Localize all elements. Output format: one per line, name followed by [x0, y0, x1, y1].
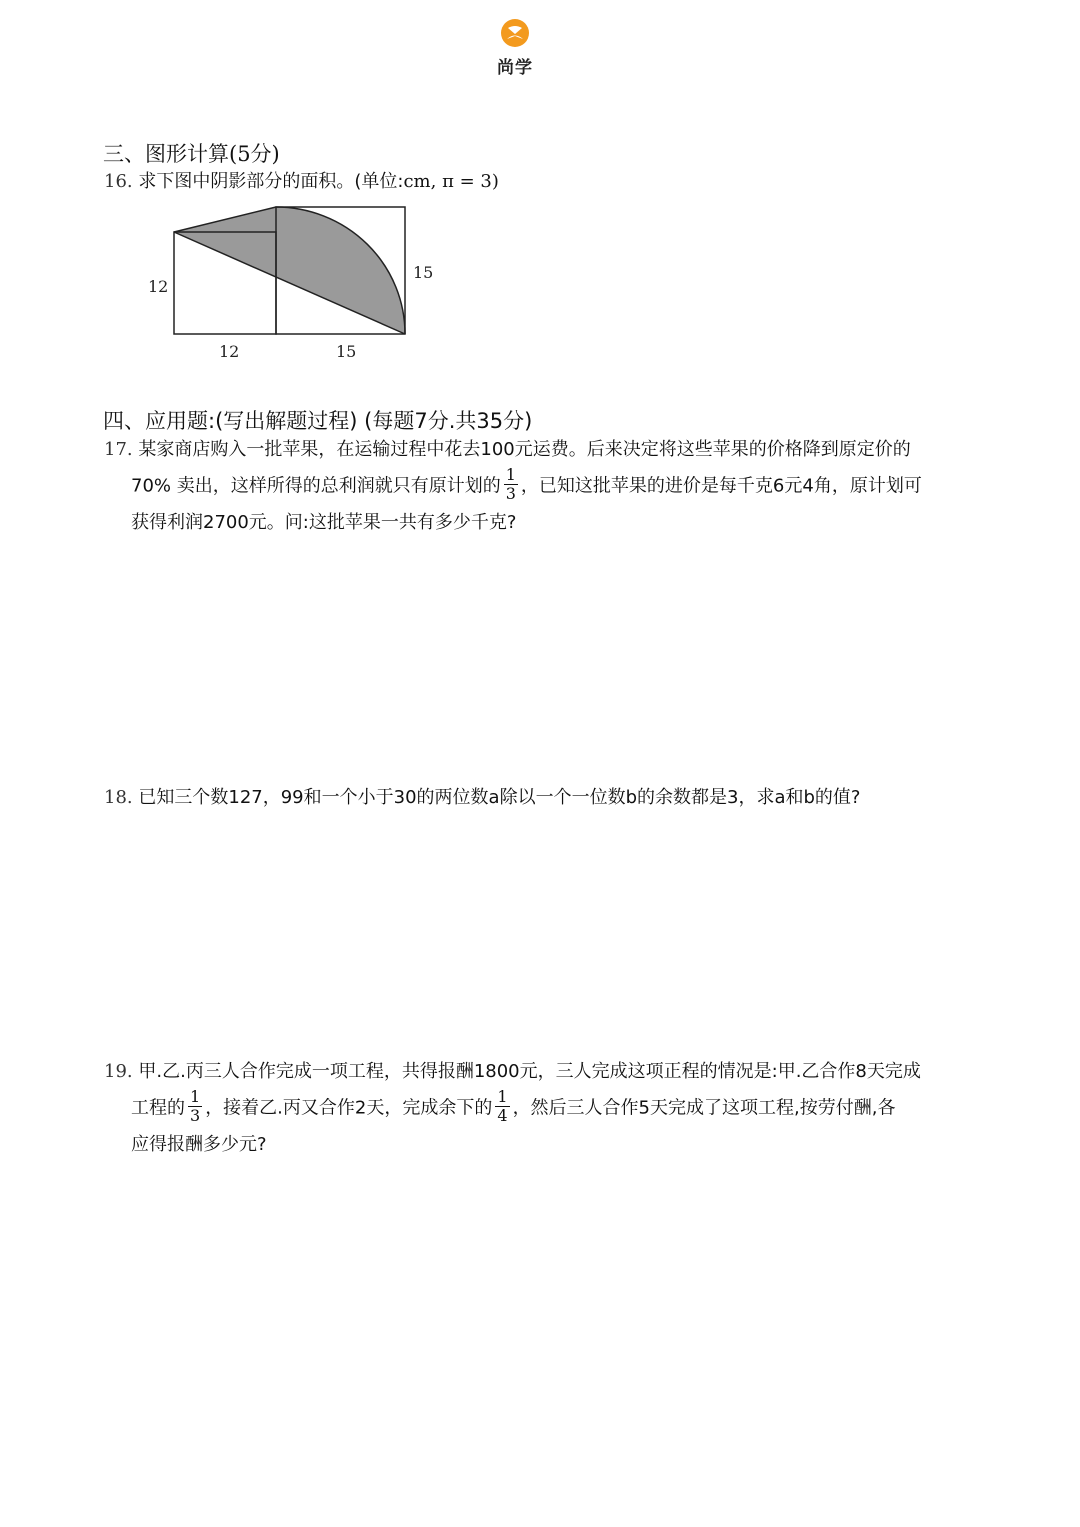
- question-17-text-2a: 70% 卖出，这样所得的总利润就只有原计划的: [131, 475, 501, 497]
- question-16-number: 16.: [104, 171, 133, 192]
- question-19-text-1: 甲.乙.丙三人合作完成一项工程，共得报酬1800元，三人完成这项正程的情况是:甲.乙合作8天完成: [138, 1061, 921, 1082]
- brand-logo-icon: [500, 18, 530, 48]
- fraction-one-third: $\frac{1}{3}$: [190, 1087, 201, 1125]
- fraction-one-quarter: $\frac{1}{4}$: [497, 1087, 508, 1125]
- question-18: [104, 789, 860, 807]
- question-17-number: 17.: [104, 439, 133, 460]
- question-16-pi: π = 3): [442, 171, 499, 192]
- brand-logo-text: 尚学: [497, 58, 533, 78]
- question-18-text: 已知三个数127，99和一个小于30的两位数a除以一个一位数b的余数都是3，求a和b的值?: [138, 787, 861, 808]
- shaded-region: [174, 207, 405, 334]
- section-title-3-score: (5分): [229, 142, 280, 166]
- label-left-height: 12: [148, 277, 169, 296]
- question-16-unit: cm,: [403, 171, 437, 192]
- question-17-line-2: [131, 465, 922, 505]
- fraction-one-third: $\frac{1}{3}$: [505, 465, 516, 503]
- brand-logo: [490, 18, 540, 78]
- question-19-text-2a: 工程的: [131, 1097, 185, 1119]
- question-17-line-1: [104, 441, 911, 459]
- question-17-text-1: 某家商店购入一批苹果，在运输过程中花去100元运费。后来决定将这些苹果的价格降到原定价的: [138, 439, 911, 460]
- question-19-line-2: [131, 1087, 896, 1127]
- geometry-figure: [140, 198, 440, 368]
- label-bottom-left: 12: [219, 342, 240, 361]
- question-19-text-2b: ，接着乙.丙又合作2天，完成余下的: [205, 1097, 493, 1119]
- section-title-4-text: 四、应用题:: [103, 409, 216, 433]
- question-16-text: 求下图中阴影部分的面积。(单位:: [138, 171, 404, 192]
- section-title-3: [103, 138, 280, 168]
- section-title-4: [103, 405, 532, 435]
- question-19-line-1: [104, 1063, 921, 1081]
- section-title-4-score: (每题7分.共35分): [364, 409, 533, 433]
- question-19-text-2c: ，然后三人合作5天完成了这项工程,按劳付酬,各: [512, 1097, 896, 1119]
- question-17-text-3: 获得利润2700元。问:这批苹果一共有多少千克?: [131, 512, 517, 533]
- question-16: [104, 173, 499, 191]
- question-18-number: 18.: [104, 787, 133, 808]
- question-17-text-2b: ，已知这批苹果的进价是每千克6元4角，原计划可: [520, 475, 922, 497]
- question-19-text-3: 应得报酬多少元?: [131, 1134, 267, 1155]
- label-bottom-right: 15: [336, 342, 357, 361]
- label-right-height: 15: [413, 263, 434, 282]
- question-17-line-3: [131, 514, 516, 532]
- section-title-4-note: (写出解题过程): [215, 409, 358, 433]
- section-title-3-text: 三、图形计算: [103, 142, 229, 166]
- question-19-number: 19.: [104, 1061, 133, 1082]
- question-19-line-3: [131, 1136, 267, 1154]
